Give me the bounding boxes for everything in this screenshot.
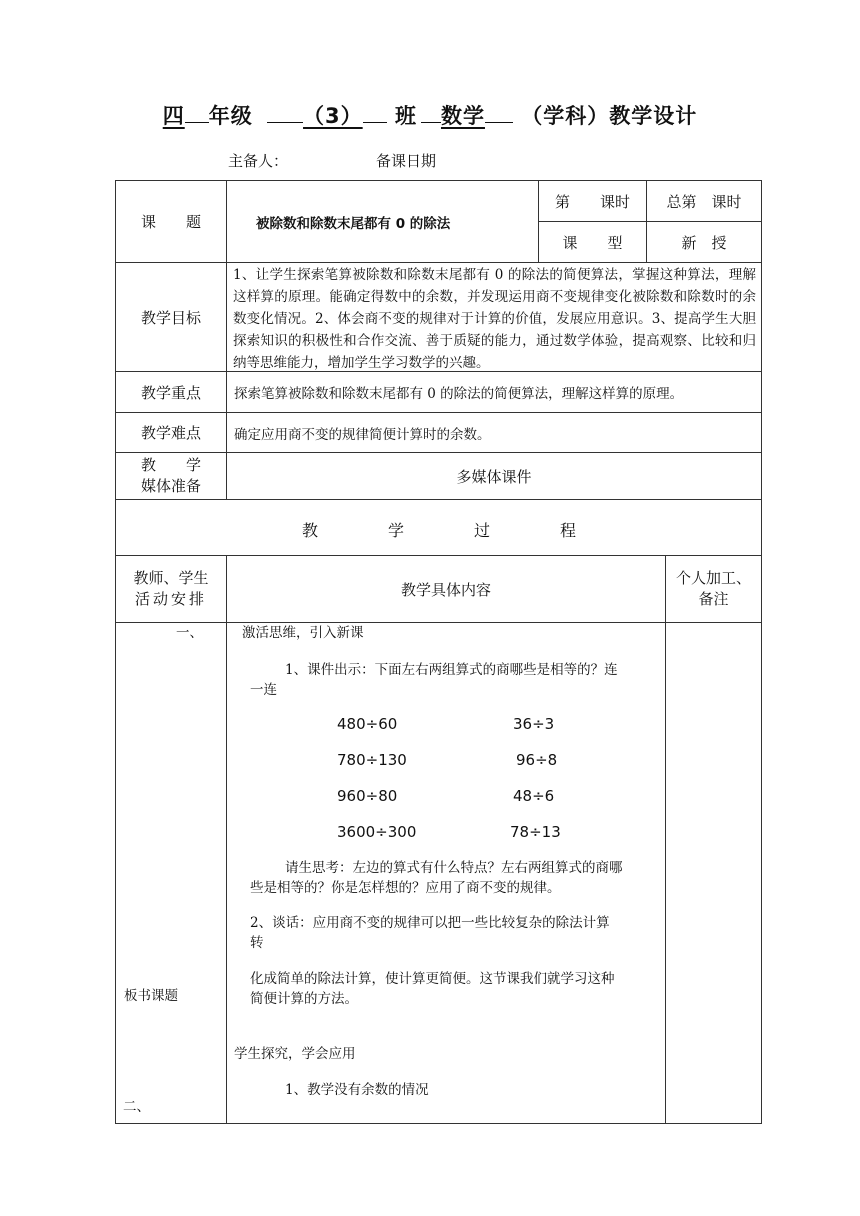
board-title-note: 板书课题	[124, 988, 178, 1004]
title-grade: 四	[162, 104, 185, 128]
col3-header-line2: 备注	[698, 590, 729, 608]
col3-header	[666, 568, 761, 610]
equation-right: 36÷3	[513, 715, 555, 733]
difficulty-label: 教学难点	[140, 424, 201, 442]
objectives-text: 1、让学生探索笔算被除数和除数末尾都有 0 的除法的简便算法，掌握这种算法，理解这样算的原理。能确定得数中的余数，并发现运用商不变规律变化被除数和除数时的余数变化情况。2、体会商不变的规律对于计算的价值，发展应用意识。3、提高学生大胆探索知识的积极性和合作交流、善于质疑的能力，通过数学体验，提高观察、比较和归纳等思维能力，增加学生学习数学的兴趣。	[233, 267, 756, 371]
step-one-marker: 一、	[176, 625, 203, 641]
difficulty-text: 确定应用商不变的规律简便计算时的余数。	[234, 426, 491, 443]
preparer-label: 主备人：	[228, 152, 289, 170]
title-grade-suffix: 年级	[208, 104, 253, 128]
equation-right: 96÷8	[516, 751, 558, 769]
equation-right: 78÷13	[510, 823, 561, 841]
equation-left: 960÷80	[337, 787, 398, 805]
period-label: 第 课时	[554, 192, 630, 211]
objectives-label: 教学目标	[140, 308, 201, 327]
equation-right: 48÷6	[513, 787, 555, 805]
keypoint-text: 探索笔算被除数和除数末尾都有 0 的除法的简便算法，理解这样算的原理。	[234, 386, 684, 402]
topic-label: 课 题	[140, 213, 201, 231]
media-value: 多媒体课件	[456, 467, 532, 486]
process-char: 学	[388, 521, 405, 540]
process-char: 程	[560, 521, 577, 540]
think-line2: 些是相等的？你是怎样想的？应用了商不变的规律。	[250, 880, 561, 896]
process-char: 教	[302, 521, 319, 540]
media-label-line2: 媒体准备	[140, 477, 201, 495]
step-two-marker: 二、	[123, 1099, 150, 1115]
item1-line2: 一连	[250, 682, 277, 698]
item1-line1: 1、课件出示：下面左右两组算式的商哪些是相等的？连	[285, 662, 618, 678]
keypoint-label: 教学重点	[140, 383, 201, 402]
topic-value: 被除数和除数末尾都有 0 的除法	[256, 215, 451, 232]
item2-line1: 2、谈话：应用商不变的规律可以把一些比较复杂的除法计算	[250, 915, 610, 931]
section2-title: 学生探究，学会应用	[234, 1046, 356, 1062]
media-label	[116, 455, 226, 497]
equation-left: 480÷60	[337, 715, 398, 733]
section1-title: 激活思维，引入新课	[242, 625, 364, 641]
type-value: 新 授	[681, 233, 727, 252]
section2-item1: 1、教学没有余数的情况	[285, 1082, 429, 1098]
col1-header-line1: 教师、学生	[133, 569, 209, 587]
media-label-line1: 教 学	[140, 456, 201, 474]
type-label: 课 型	[562, 233, 623, 252]
title-subject-suffix: （学科）教学设计	[521, 104, 698, 128]
process-heading	[116, 500, 761, 555]
col3-header-line1: 个人加工、	[675, 569, 751, 587]
col1-header	[116, 568, 226, 610]
total-period-label: 总第 课时	[666, 192, 742, 211]
date-label: 备课日期	[376, 152, 437, 170]
item2-line3: 化成简单的除法计算，使计算更简便。这节课我们就学习这种	[250, 971, 615, 987]
item2-line2: 转	[250, 935, 264, 951]
col1-header-line2: 活动安排	[134, 590, 207, 608]
document-title	[0, 100, 860, 130]
title-class-no: （3）	[303, 104, 363, 128]
item2-line4: 简便计算的方法。	[250, 991, 358, 1007]
process-char: 过	[474, 521, 491, 540]
equation-left: 3600÷300	[337, 823, 417, 841]
title-subject: 数学	[440, 104, 485, 128]
col2-header: 教学具体内容	[400, 580, 491, 599]
equation-left: 780÷130	[337, 751, 407, 769]
title-class-suffix: 班	[394, 104, 417, 128]
think-line1: 请生思考：左边的算式有什么特点？左右两组算式的商哪	[285, 860, 623, 876]
